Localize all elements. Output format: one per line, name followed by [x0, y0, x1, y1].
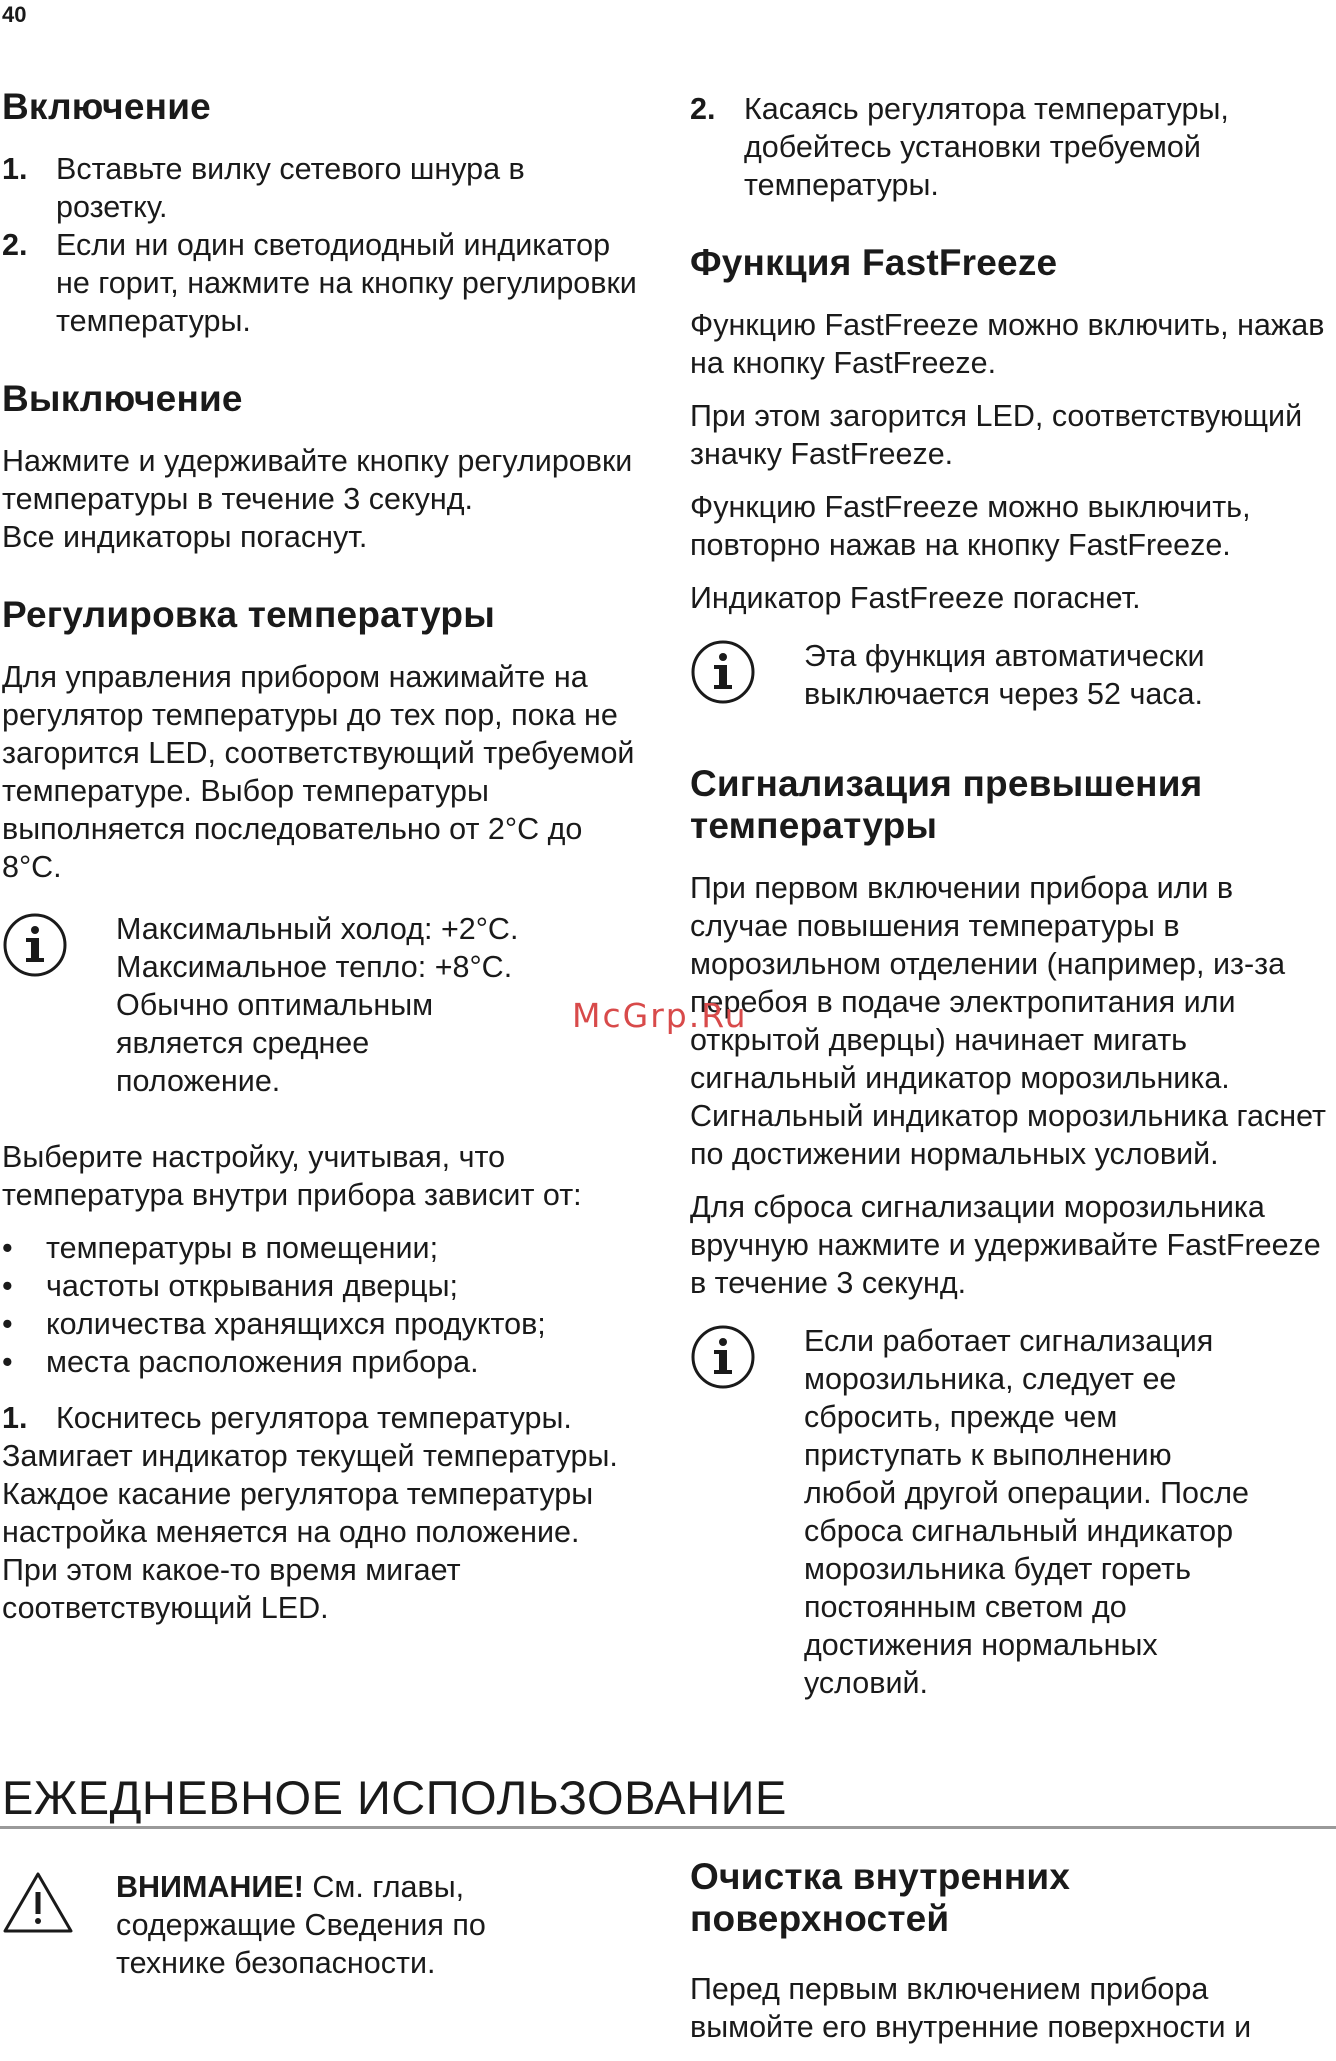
list-item: 2. Касаясь регулятора температуры, добейтесь установки требуемой температуры. — [690, 92, 1229, 202]
alarm-paragraph-2: Для сброса сигнализации морозильника вручную нажмите и удерживайте FastFreeze в течение 3 секунд. — [690, 1190, 1321, 1300]
step-2 — [690, 90, 1336, 204]
right-column — [690, 90, 1336, 1740]
regulation-paragraph: Для управления прибором нажимайте на регулятор температуры до тех пор, пока не загорится LED, соответствующий требуемой температуре. Выбор температуры выполняется последовательно от 2°C до 8°C. — [2, 660, 635, 884]
section-title: ЕЖЕДНЕВНОЕ ИСПОЛЬЗОВАНИЕ — [2, 1771, 787, 1824]
list-item: • места расположения прибора. — [2, 1345, 479, 1379]
step-1-paragraph: 1. Коснитесь регулятора температуры. Замигает индикатор текущей температуры. Каждое касание регулятора температуры настройка меняется на одно положение. При этом какое-то время мигает соответствующий LED. — [2, 1401, 618, 1625]
list-item: • количества хранящихся продуктов; — [2, 1307, 546, 1341]
list-item: 2. Если ни один светодиодный индикатор не горит, нажмите на кнопку регулировки температуры. — [2, 228, 637, 338]
note-text: Эта функция автоматически выключается через 52 часа. — [804, 639, 1205, 711]
cleaning-paragraph: Перед первым включением прибора вымойте его внутренние поверхности и — [690, 1972, 1252, 2044]
list-item: • температуры в помещении; — [2, 1231, 439, 1265]
alarm-paragraph-1: При первом включении прибора или в случае повышения температуры в морозильном отделении (например, из-за перебоя в подаче электропитания или открытой дверцы) начинает мигать сигнальный индикатор морозильника. Сигнальный индикатор морозильника гаснет по достижении нормальных условий. — [690, 871, 1326, 1171]
note-text: Если работает сигнализация морозильника, следует ее сбросить, прежде чем приступать к выполнению любой другой операции. После сброса сигнальный индикатор морозильника будет гореть постоянным светом до достижения нормальных условий. — [804, 1324, 1249, 1700]
on-steps — [2, 150, 642, 340]
fastfreeze-paragraph-2: При этом загорится LED, соответствующий значку FastFreeze. — [690, 399, 1303, 471]
heading-off: Выключение — [2, 378, 243, 419]
warning-icon — [2, 1868, 116, 1982]
cleaning-section — [690, 1856, 1336, 2061]
heading-on: Включение — [2, 86, 211, 127]
info-icon — [690, 1322, 804, 1702]
list-item: • частоты открывания дверцы; — [2, 1269, 459, 1303]
info-note — [2, 910, 642, 1100]
info-note-fastfreeze — [690, 637, 1336, 713]
off-paragraph-2: Все индикаторы погаснут. — [2, 520, 368, 554]
info-note-alarm — [690, 1322, 1336, 1702]
page-number: 40 — [2, 2, 27, 27]
warning-note — [2, 1868, 642, 1982]
fastfreeze-paragraph-1: Функцию FastFreeze можно включить, нажав на кнопку FastFreeze. — [690, 308, 1325, 380]
heading-fastfreeze: Функция FastFreeze — [690, 242, 1058, 283]
warning-text: ВНИМАНИЕ! См. главы, содержащие Сведения по технике безопасности. — [116, 1870, 486, 1980]
section-divider — [0, 1826, 1336, 1829]
heading-cleaning: Очистка внутренних поверхностей — [690, 1856, 1071, 1939]
note-text: Максимальный холод: +2°C. Максимальное тепло: +8°C. Обычно оптимальным является среднее положение. — [116, 912, 519, 1098]
heading-alarm: Сигнализация превышения температуры — [690, 763, 1203, 846]
factor-list — [2, 1229, 642, 1381]
fastfreeze-paragraph-4: Индикатор FastFreeze погаснет. — [690, 581, 1141, 615]
off-paragraph: Нажмите и удерживайте кнопку регулировки температуры в течение 3 секунд. — [2, 444, 633, 516]
info-icon — [2, 910, 116, 1100]
regulation-paragraph-2: Выберите настройку, учитывая, что температура внутри прибора зависит от: — [2, 1140, 582, 1212]
info-icon — [690, 637, 804, 713]
left-column — [2, 86, 642, 1642]
list-item: 1. Вставьте вилку сетевого шнура в розетку. — [2, 152, 525, 224]
heading-regulation: Регулировка температуры — [2, 594, 496, 635]
fastfreeze-paragraph-3: Функцию FastFreeze можно выключить, повторно нажав на кнопку FastFreeze. — [690, 490, 1251, 562]
watermark: McGrp.Ru — [572, 996, 748, 1035]
